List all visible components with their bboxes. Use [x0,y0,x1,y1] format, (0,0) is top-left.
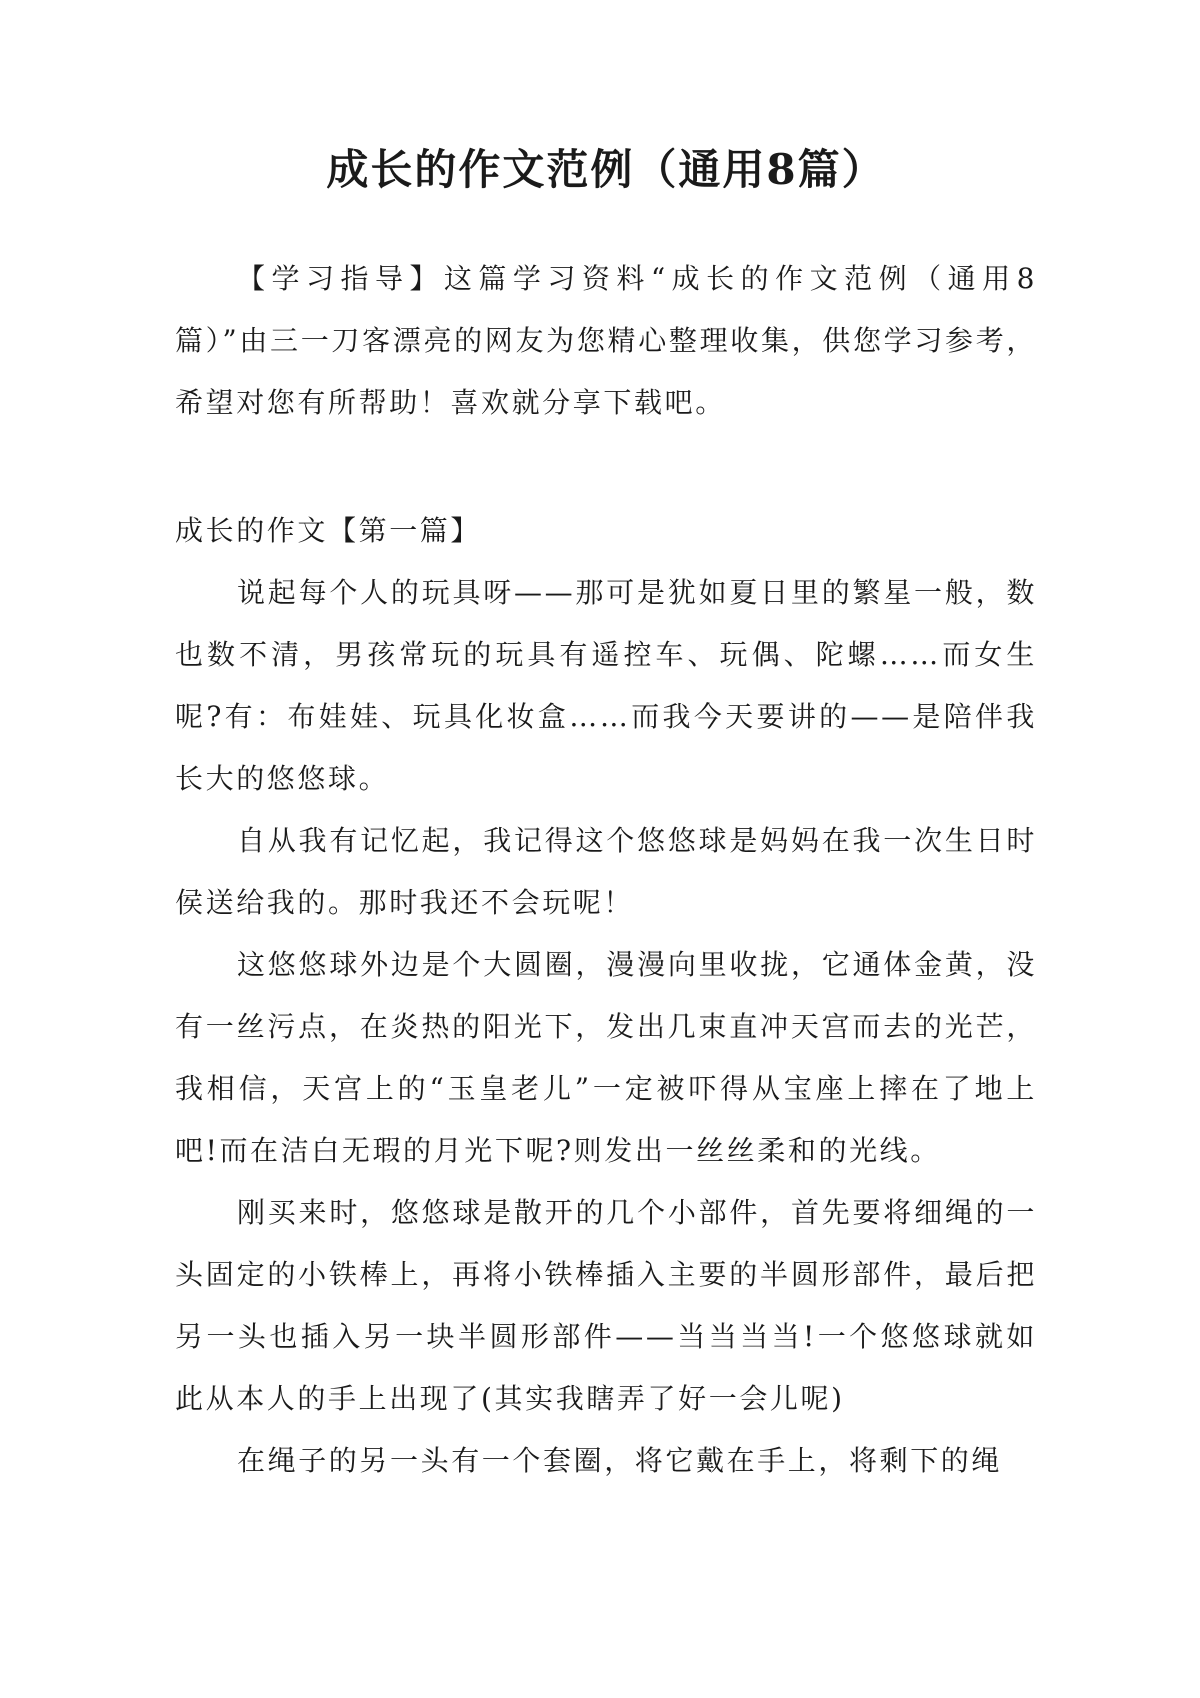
document-title: 成长的作文范例（通用8篇） [326,145,886,195]
article-paragraph: 这悠悠球外边是个大圆圈，漫漫向里收拢，它通体金黄，没有一丝污点，在炎热的阳光下，发出几束直冲天宫而去的光芒，我相信，天宫上的“玉皇老儿”一定被吓得从宝座上摔在了地上吧!而在洁白无瑕的月光下呢?则发出一丝丝柔和的光线。 [175,948,1037,1167]
article-paragraph: 刚买来时，悠悠球是散开的几个小部件，首先要将细绳的一头固定的小铁棒上，再将小铁棒插入主要的半圆形部件，最后把另一头也插入另一块半圆形部件——当当当当!一个悠悠球就如此从本人的手上出现了(其实我瞎弄了好一会儿呢) [175,1196,1037,1415]
study-guide-paragraph: 【学习指导】这篇学习资料“成长的作文范例（通用8篇）”由三一刀客漂亮的网友为您精心整理收集，供您学习参考，希望对您有所帮助！喜欢就分享下载吧。 [175,262,1037,419]
section-heading: 成长的作文【第一篇】 [175,514,482,547]
article-paragraph: 说起每个人的玩具呀——那可是犹如夏日里的繁星一般，数也数不清，男孩常玩的玩具有遥控车、玩偶、陀螺……而女生呢?有：布娃娃、玩具化妆盒……而我今天要讲的——是陪伴我长大的悠悠球。 [175,576,1037,795]
article-paragraph: 自从我有记忆起，我记得这个悠悠球是妈妈在我一次生日时侯送给我的。那时我还不会玩呢！ [175,824,1037,919]
article-section-1 [175,500,1037,1492]
article-paragraph: 在绳子的另一头有一个套圈，将它戴在手上，将剩下的绳 [237,1444,1003,1477]
